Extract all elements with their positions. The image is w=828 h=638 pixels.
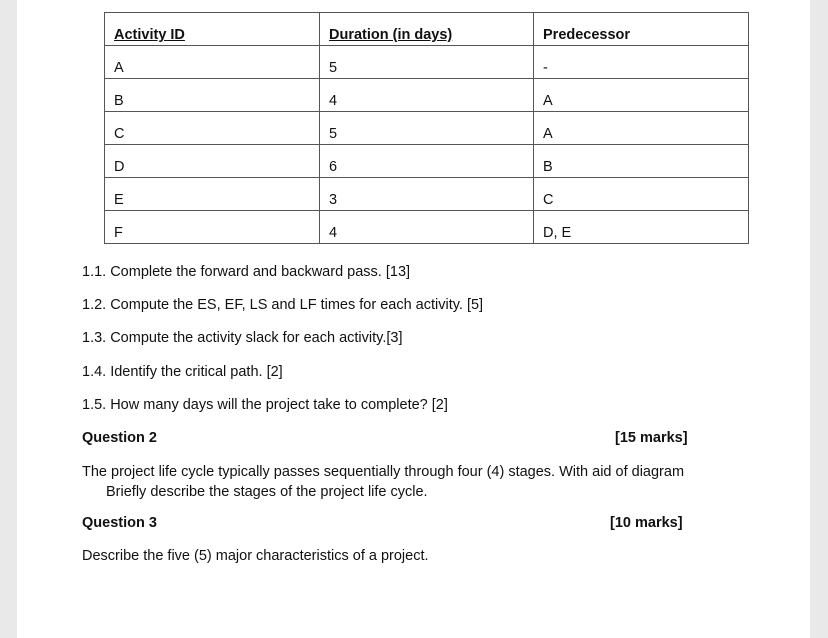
question-3-marks: [10 marks] — [610, 515, 683, 531]
table-row — [105, 211, 749, 244]
table-row — [105, 79, 749, 112]
cell-predecessor: D, E — [534, 211, 749, 244]
cell-activity: A — [105, 46, 320, 79]
table-row — [105, 178, 749, 211]
cell-predecessor: A — [534, 79, 749, 112]
cell-activity: C — [105, 112, 320, 145]
cell-duration: 3 — [320, 178, 534, 211]
cell-duration: 5 — [320, 112, 534, 145]
question-1-2: 1.2. Compute the ES, EF, LS and LF times for each activity. [5] — [82, 297, 484, 313]
question-1-5: 1.5. How many days will the project take to complete? [2] — [82, 397, 448, 413]
question-1-3: 1.3. Compute the activity slack for each activity.[3] — [82, 330, 403, 346]
table-row — [105, 145, 749, 178]
question-1-1: 1.1. Complete the forward and backward pass. [13] — [82, 264, 411, 280]
question-2-text-line1: The project life cycle typically passes sequentially through four (4) stages. With aid of diagram — [82, 464, 685, 480]
question-2-title: Question 2 — [82, 430, 157, 446]
question-3-title: Question 3 — [82, 515, 157, 531]
header-predecessor: Predecessor — [534, 13, 749, 46]
question-3-text: Describe the five (5) major characteristics of a project. — [82, 548, 429, 564]
cell-activity: E — [105, 178, 320, 211]
cell-predecessor: A — [534, 112, 749, 145]
table-header-row — [105, 13, 749, 46]
question-2-text — [82, 462, 684, 502]
question-2-marks: [15 marks] — [615, 430, 688, 446]
cell-duration: 4 — [320, 211, 534, 244]
question-1-4: 1.4. Identify the critical path. [2] — [82, 364, 283, 380]
cell-activity: D — [105, 145, 320, 178]
cell-activity: B — [105, 79, 320, 112]
cell-predecessor: C — [534, 178, 749, 211]
cell-duration: 4 — [320, 79, 534, 112]
cell-predecessor: - — [534, 46, 749, 79]
cell-activity: F — [105, 211, 320, 244]
cell-predecessor: B — [534, 145, 749, 178]
header-activity-id: Activity ID — [105, 13, 320, 46]
activity-table — [104, 12, 749, 244]
cell-duration: 6 — [320, 145, 534, 178]
question-2-text-line2: Briefly describe the stages of the project life cycle. — [106, 484, 428, 500]
cell-duration: 5 — [320, 46, 534, 79]
header-duration: Duration (in days) — [320, 13, 534, 46]
table-row — [105, 112, 749, 145]
table-row — [105, 46, 749, 79]
